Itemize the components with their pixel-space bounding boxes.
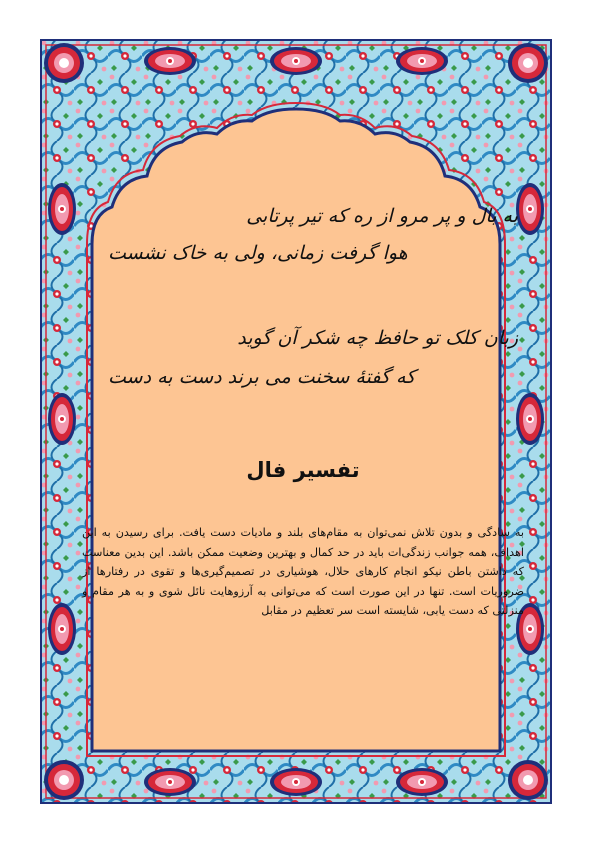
interpretation-title: تفسیر فال: [246, 458, 360, 482]
poem-verse1-line2: هوا گرفت زمانی، ولی به خاک نشست: [108, 242, 408, 264]
poem-verse2-line2: که گفتهٔ سخنت می برند دست به دست: [108, 366, 416, 388]
interpretation-text: به سادگی و بدون تلاش نمی‌توان به مقام‌های بلند و مادیات دست یافت. برای رسیدن به این اهداف، همه جوانب زندگی‌ات باید در حد کمال و بهترین وضعیت ممکن باشد. این بدین معناست که داشتن باطن نیکو انجام کارهای حلال، هوشیاری در تصمیم‌گیری‌ها و تقوی در رفتارها از ضروریات است. تنها در این صورت است که می‌توانی به آرزوهایت نائل شوی و به هر مقام و منزلتی که دست یابی، شایسته است سر تعظیم در مقابل: [82, 526, 524, 618]
poem-verse1-line1: به بال و پر مرو از ره که تیر پرتابی: [246, 205, 518, 227]
ornamental-border-frame: [40, 39, 552, 804]
interpretation-body: [82, 523, 524, 621]
poem-verse2-line1: زبان کلک تو حافظ چه شکر آن گوید: [237, 327, 518, 349]
